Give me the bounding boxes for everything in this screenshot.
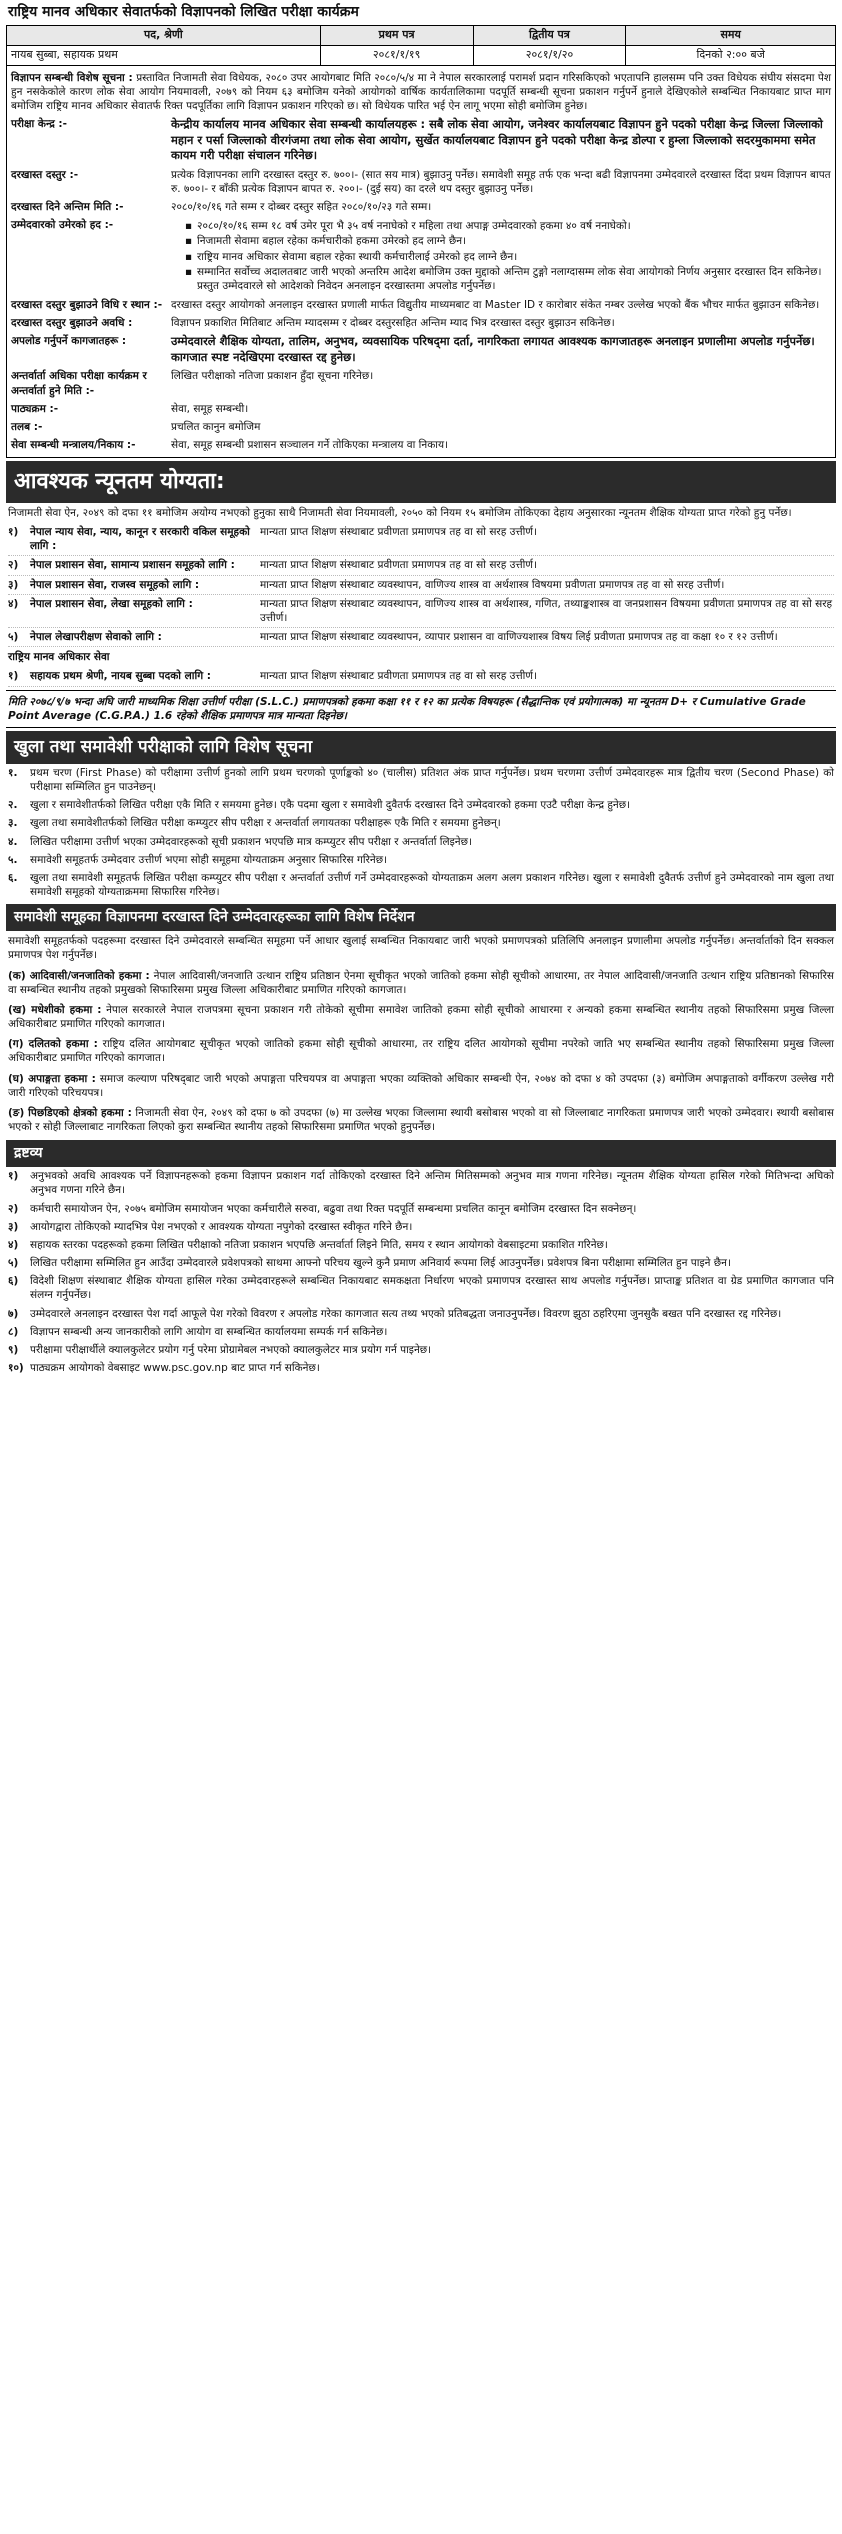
interview-schedule-label: अन्तर्वार्ता अधिका परीक्षा कार्यक्रम र अन्तर्वार्ता हुने मिति :-: [11, 370, 147, 397]
notes-list: [6, 1167, 836, 1377]
item-number: ३): [8, 578, 19, 591]
item-text: परीक्षामा परीक्षार्थीले क्यालकुलेटर प्रयोग गर्नु परेमा प्रोग्रामेबल नभएको क्यालकुलेटर मात्र प्रयोग गर्न पाइनेछ।: [30, 1343, 432, 1356]
inclusive-item: [6, 1000, 836, 1034]
inclusive-intro: समावेशी समूहतर्फको पदहरूमा दरखास्त दिने उम्मेदवारले सम्बन्धित समूहमा पर्ने आधार खुलाई सम्बन्धित निकायबाट जारी भएको प्रमाणपत्रको प्रतिलिपि अनलाइन प्रणालीमा अपलोड गर्नुपर्नेछ। अन्तर्वार्ताको दिन सक्कल प्रमाणपत्र पेश गर्नुपर्नेछ।: [8, 935, 834, 962]
item-number: ६.: [8, 871, 18, 884]
special-notice-text: प्रस्तावित निजामती सेवा विधेयक, २०८० उपर आयोगबाट मिति २०८०/५/४ मा ने नेपाल सरकारलाई परामर्श प्रदान गरिसकिएको भएतापनि हालसम्म पनि उक्त विधेयक संघीय संसदमा पेश हुन नसकेकोले कारण लोक सेवा आयोग नियमावली, २०७९ को नियम ६३ बमोजिम यनेको आयोगको वार्षिक कार्यतालिकामा पदपूर्ति सम्बन्धी सूचना प्रकाशन गर्नुपर्ने हुनाले देखिएकोले सम्बन्धित निकायबाट प्राप्त माग बमोजिम राष्ट्रिय मानव अधिकार सेवातर्फ रिक्त पदपूर्तिका लागि विज्ञापन प्रकाशन गरिएको छ। सो विधेयक पारित भई ऐन लागू भएमा सोही बमोजिम हुनेछ।: [11, 71, 831, 112]
exam-schedule-table: [6, 25, 836, 66]
item-text: विदेशी शिक्षण संस्थाबाट शैक्षिक योग्यता हासिल गरेका उम्मेदवारहरूले सम्बन्धित निकायबाट समकक्षता निर्धारण भएको प्रमाणपत्र दरखास्त साथ अपलोड गर्नुपर्नेछ। प्राप्ताङ्क प्रतिशत वा ग्रेड प्रमाणित कागजात पनि संलग्न गर्नुपर्नेछ।: [30, 1275, 834, 1302]
exam-centres: [11, 115, 831, 166]
list-item: [8, 764, 834, 796]
item-number: २): [8, 1202, 19, 1215]
schedule-post: नायब सुब्बा, सहायक प्रथम: [7, 45, 321, 65]
list-item: [8, 796, 834, 814]
inclusive-item: [6, 1034, 836, 1068]
item-text: खुला तथा समावेशीतर्फको लिखित परीक्षा कम्प्युटर सीप परीक्षा र अन्तर्वार्ता लगायतका परीक्षाहरू एकै मिति र समयमा हुनेछन्।: [30, 817, 501, 830]
salary: [11, 418, 831, 436]
last-date: [11, 198, 831, 216]
item-number: ८): [8, 1325, 19, 1338]
schedule-time: दिनको २:०० बजे: [626, 45, 836, 65]
list-item: [8, 851, 834, 869]
item-number: १.: [8, 766, 18, 779]
list-item: [8, 1254, 834, 1272]
item-number: १): [8, 1170, 19, 1183]
item-number: २): [8, 559, 19, 572]
list-item: [8, 1200, 834, 1218]
item-text: समावेशी समूहतर्फ उम्मेदवार उत्तीर्ण भएमा सोही समूहमा योग्यताक्रम अनुसार सिफारिस गरिनेछ।: [30, 853, 388, 866]
interview-schedule: [11, 367, 831, 399]
notice-box: [6, 66, 836, 459]
application-fee-text: प्रत्येक विज्ञापनका लागि दरखास्त दस्तुर रु. ७००।- (सात सय मात्र) बुझाउनु पर्नेछ। समावेशी समूह तर्फ एक भन्दा बढी विज्ञापनमा उम्मेदवारले दरखास्त दिंदा प्रथम विज्ञापन बापत रु. ७००।- र बाँकी प्रत्येक विज्ञापन बापत रु. २००।- (दुई सय) का दरले थप दस्तुर बुझाउनु पर्नेछ।: [171, 168, 831, 195]
qualification-intro: निजामती सेवा ऐन, २०४९ को दफा ११ बमोजिम अयोग्य नभएको हुनुका साथै निजामती सेवा नियमावली, २०५० को नियम १५ बमोजिम तोकिएका देहाय अनुसारका न्यूनतम शैक्षिक योग्यता प्राप्त गरेको हुनु पर्नेछ।: [8, 506, 792, 519]
item-requirement: मान्यता प्राप्त शिक्षण संस्थाबाट प्रवीणता प्रमाणपत्र तह वा सो सरह उत्तीर्ण।: [260, 670, 537, 683]
slc-note: मिति २०७८/९/७ भन्दा अघि जारी माध्यमिक शिक्षा उत्तीर्ण परीक्षा (S.L.C.) प्रमाणपत्रको हकमा कक्षा ११ र १२ का प्रत्येक विषयहरू (सैद्धान्तिक एवं प्रयोगात्मक) मा न्यूनतम D+ र Cumulative Grade Point Average (C.G.P.A.) 1.6 रहेको शैक्षिक प्रमाणपत्र मात्र मान्यता दिइनेछ।: [6, 690, 836, 728]
inclusive-item-head: (घ) अपाङ्गता हकमा :: [8, 1072, 96, 1085]
item-number: १): [8, 526, 19, 539]
item-text: प्रथम चरण (First Phase) को परीक्षामा उत्तीर्ण हुनको लागि प्रथम चरणको पूर्णाङ्कको ४० (चालीस) प्रतिशत अंक प्राप्त गर्नुपर्नेछ। प्रथम चरणमा उत्तीर्ण उम्मेदवारहरू मात्र द्वितीय चरण (Second Phase) को परीक्षामा सम्मिलित हुन पाउनेछन्।: [30, 766, 834, 794]
fee-period-text: विज्ञापन प्रकाशित मितिबाट अन्तिम म्यादसम्म र दोब्बर दस्तुरसहित अन्तिम म्याद भित्र दरखास्त दस्तुर बुझाउन सकिनेछ।: [171, 317, 615, 330]
syllabus: [11, 400, 831, 418]
qualification-heading: आवश्यक न्यूनतम योग्यता:: [6, 461, 836, 503]
item-text: खुला तथा समावेशी समूहतर्फ लिखित परीक्षा कम्प्युटर सीप परीक्षा र अन्तर्वार्ता उत्तीर्ण गर्ने उम्मेदवारहरूको योग्यताक्रम अलग अलग प्रकाशन गरिनेछ। खुला र समावेशी दुवैतर्फ उत्तीर्ण हुने उम्मेदवारको नाम खुला तथा समावेशी समूहको योग्यताक्रममा सिफारिस गरिनेछ।: [30, 871, 834, 899]
item-text: लिखित परीक्षामा उत्तीर्ण भएका उम्मेदवारहरूको सूची प्रकाशन भएपछि मात्र कम्प्युटर सीप परीक्षा र अन्तर्वार्ता लिइनेछ।: [30, 835, 472, 848]
age-limit: [11, 216, 831, 296]
item-number: ४.: [8, 835, 18, 848]
inclusive-item-head: (ङ) पिछडिएको क्षेत्रको हकमा :: [8, 1106, 132, 1119]
special-notice-label: विज्ञापन सम्बन्धी विशेष सूचना :: [11, 71, 133, 84]
schedule-col-time: समय: [626, 25, 836, 45]
list-item: [8, 1359, 834, 1377]
list-item: [8, 1305, 834, 1323]
list-item: [8, 576, 834, 595]
special-notice: [11, 69, 831, 116]
upload-documents-text: उम्मेदवारले शैक्षिक योग्यता, तालिम, अनुभव, व्यवसायिक परिषद्‌मा दर्ता, नागरिकता लगायत आवश्यक कागजातहरू अनलाइन प्रणालीमा अपलोड गर्नुपर्नेछ। कागजात स्पष्ट नदेखिएमा दरखास्त रद्द हुनेछ।: [171, 334, 815, 364]
inclusive-item-text: नेपाल आदिवासी/जनजाति उत्थान राष्ट्रिय प्रतिष्ठान ऐनमा सूचीकृत भएको जातिको हकमा सोही सूचीको आधारमा, तर नेपाल आदिवासी/जनजाति उत्थान राष्ट्रिय प्रतिष्ठानको सिफारिस वा सम्बन्धित स्थानीय तहको प्रमुखको सिफारिसमा प्रमुख जिल्ला अधिकारीबाट प्रमाणित गरिएको कागजात।: [8, 969, 834, 996]
item-number: ७): [8, 1307, 19, 1320]
list-item: ▪ २०८०/१०/१६ सम्म १८ वर्ष उमेर पूरा भै ३५ वर्ष ननाघेको र महिला तथा अपाङ्ग उम्मेदवारको हकमा ४० वर्ष ननाघेको।: [185, 219, 831, 233]
item-number: ५): [8, 631, 19, 644]
list-item: [8, 833, 834, 851]
item-text: लिखित परीक्षामा सम्मिलित हुन आउँदा उम्मेदवारले प्रवेशपत्रको साथमा आफ्नो परिचय खुल्ने कुनै प्रमाण अनिवार्य रूपमा लिई आउनुपर्नेछ। प्रवेशपत्र बिना परीक्षामा सम्मिलित हुन पाइने छैन।: [30, 1257, 731, 1270]
exam-centres-label: परीक्षा केन्द्र :-: [11, 118, 67, 131]
item-text: पाठ्यक्रम आयोगको वेबसाइट www.psc.gov.np बाट प्राप्त गर्न सकिनेछ।: [30, 1362, 320, 1375]
list-item: ▪ राष्ट्रिय मानव अधिकार सेवामा बहाल रहेका स्थायी कर्मचारीलाई उमेरको हद लाग्ने छैन।: [185, 250, 831, 264]
fee-period-label: दरखास्त दस्तुर बुझाउने अवधि :: [11, 317, 133, 330]
syllabus-text: सेवा, समूह सम्बन्धी।: [171, 402, 249, 415]
schedule-first-date: २०८१/१/१९: [320, 45, 473, 65]
inclusive-item: [6, 1069, 836, 1103]
syllabus-label: पाठ्यक्रम :-: [11, 402, 59, 415]
item-requirement: मान्यता प्राप्त शिक्षण संस्थाबाट व्यवस्थापन, वाणिज्य शास्त्र वा अर्थशास्त्र, गणित, तथ्याङ्कशास्त्र वा जनप्रशासन विषयमा प्रवीणता प्रमाणपत्र तह वा सो सरह उत्तीर्ण।: [260, 597, 833, 624]
table-row: [7, 45, 836, 65]
open-exam-list: [6, 764, 836, 901]
qualification-list: [6, 523, 836, 647]
list-item: ▪ निजामती सेवामा बहाल रहेका कर्मचारीको हकमा उमेरको हद लाग्ने छैन।: [185, 234, 831, 248]
nhrc-qualification-list: [6, 667, 836, 686]
age-limit-list: [171, 219, 831, 293]
fee-period: [11, 314, 831, 332]
service-ministry: [11, 436, 831, 454]
item-number: १): [8, 670, 19, 683]
inclusive-item-head: (क) आदिवासी/जनजातिको हकमा :: [8, 969, 150, 982]
inclusive-item: [6, 1103, 836, 1137]
fee-payment-label: दरखास्त दस्तुर बुझाउने विधि र स्थान :-: [11, 299, 163, 312]
list-item: [8, 1272, 834, 1304]
item-number: ९): [8, 1343, 19, 1356]
upload-documents-label: अपलोड गर्नुपर्ने कागजातहरू :: [11, 335, 127, 348]
item-number: ६): [8, 1275, 19, 1288]
application-fee-label: दरखास्त दस्तुर :-: [11, 168, 79, 181]
schedule-col-post: पद, श्रेणी: [7, 25, 321, 45]
list-item: ▪ सम्मानित सर्वोच्च अदालतबाट जारी भएको अन्तरिम आदेश बमोजिम उक्त मुद्दाको अन्तिम टुङ्गो नलाग्दासम्म लोक सेवा आयोगको निर्णय अनुसार दरखास्त दिन सकिनेछ। प्रस्तुत उम्मेदवारले सो आदेशको निवेदन अनलाइन दरखास्तमा अपलोड गर्नुपर्नेछ।: [185, 265, 831, 293]
service-ministry-text: सेवा, समूह सम्बन्धी प्रशासन सञ्चालन गर्ने तोकिएका मन्त्रालय वा निकाय।: [171, 439, 449, 452]
fee-payment: [11, 296, 831, 314]
application-fee: [11, 166, 831, 198]
last-date-label: दरखास्त दिने अन्तिम मिति :-: [11, 200, 124, 213]
inclusive-item-head: (ग) दलितको हकमा :: [8, 1038, 98, 1051]
inclusive-item-text: राष्ट्रिय दलित आयोगबाट सूचीकृत भएको जातिको हकमा सोही सूचीको आधारमा, तर राष्ट्रिय दलित आयोगको सूचीमा नपरेको जाति भए सम्बन्धित स्थानीय तहको सिफारिसमा प्रमुख जिल्ला अधिकारीबाट प्रमाणित गरिएको कागजात।: [8, 1038, 834, 1065]
list-item: [8, 667, 834, 686]
item-text: अनुभवको अवधि आवश्यक पर्ने विज्ञापनहरूको हकमा विज्ञापन प्रकाशन गर्दा तोकिएको दरखास्त दिने अन्तिम मितिसम्मको अनुभव मात्र गणना गरिनेछ। न्यूनतम शैक्षिक योग्यता हासिल गरेको मितिभन्दा अघिको अनुभव गणना गरिने छैन।: [30, 1170, 834, 1197]
list-item: [8, 556, 834, 575]
inclusive-item-text: समाज कल्याण परिषद्‌बाट जारी भएको अपाङ्गता परिचयपत्र वा अपाङ्गता भएका व्यक्तिको अधिकार सम्बन्धी ऐन, २०७४ को दफा ४ को उपदफा (३) बमोजिम अपाङ्गताको वर्गीकरण उल्लेख गरी जारी गरिएको परिचयपत्र।: [8, 1072, 834, 1099]
inclusive-item-head: (ख) मधेशीको हकमा :: [8, 1003, 102, 1016]
item-number: ३): [8, 1220, 19, 1233]
list-item: [8, 814, 834, 832]
list-item: [8, 523, 834, 556]
schedule-col-second-paper: द्वितीय पत्र: [473, 25, 626, 45]
item-text: खुला र समावेशीतर्फको लिखित परीक्षा एकै मिति र समयमा हुनेछ। एकै पदमा खुला र समावेशी दुवैतर्फ दरखास्त दिने उम्मेदवारको हकमा एउटै परीक्षा केन्द्र हुनेछ।: [30, 799, 631, 812]
inclusive-item-text: नेपाल सरकारले नेपाल राजपत्रमा सूचना प्रकाशन गरी तोकेको सूचीमा समावेश जातिको हकमा सोही सूचीको आधारमा र अन्यको हकमा सम्बन्धित स्थानीय तहको सिफारिसमा प्रमुख जिल्ला अधिकारीबाट प्रमाणित गरिएको कागजात।: [8, 1003, 834, 1031]
salary-label: तलब :-: [11, 420, 43, 433]
page-title: राष्ट्रिय मानव अधिकार सेवातर्फको विज्ञापनको लिखित परीक्षा कार्यक्रम: [8, 4, 359, 20]
list-item: [8, 628, 834, 647]
inclusive-item: [6, 966, 836, 1000]
interview-schedule-text: लिखित परीक्षाको नतिजा प्रकाशन हुँदा सूचना गरिनेछ।: [171, 370, 374, 383]
item-number: ५.: [8, 853, 18, 866]
list-item: [8, 1341, 834, 1359]
item-text: कर्मचारी समायोजन ऐन, २०७५ बमोजिम समायोजन भएका कर्मचारीले सरुवा, बढुवा तथा रिक्त पदपूर्ति सम्बन्धमा प्रचलित कानून बमोजिम दरखास्त दिन सक्नेछन्।: [30, 1202, 637, 1215]
inclusive-heading: समावेशी समूहका विज्ञापनमा दरखास्त दिने उम्मेदवारहरूका लागि विशेष निर्देशन: [6, 904, 836, 931]
item-requirement: मान्यता प्राप्त शिक्षण संस्थाबाट व्यवस्थापन, वाणिज्य शास्त्र वा अर्थशास्त्र विषयमा प्रवीणता प्रमाणपत्र तह वा सो सरह उत्तीर्ण।: [260, 578, 725, 591]
item-requirement: मान्यता प्राप्त शिक्षण संस्थाबाट प्रवीणता प्रमाणपत्र तह वा सो सरह उत्तीर्ण।: [260, 526, 537, 539]
list-item: [8, 595, 834, 628]
list-item: [8, 1323, 834, 1341]
item-text: आयोगद्वारा तोकिएको म्यादभित्र पेश नभएको र आवश्यक योग्यता नपुगेको दरखास्त स्वीकृत गरिने छैन।: [30, 1220, 413, 1233]
item-number: ४): [8, 597, 19, 610]
open-exam-heading: खुला तथा समावेशी परीक्षाको लागि विशेष सूचना: [6, 731, 836, 764]
item-category: नेपाल प्रशासन सेवा, सामान्य प्रशासन समूहको लागि :: [30, 559, 235, 572]
salary-text: प्रचलित कानुन बमोजिम: [171, 420, 261, 433]
item-number: २.: [8, 799, 18, 812]
item-number: १०): [8, 1362, 24, 1375]
item-number: ३.: [8, 817, 18, 830]
list-item: [8, 1218, 834, 1236]
item-text: विज्ञापन सम्बन्धी अन्य जानकारीको लागि आयोग वा सम्बन्धित कार्यालयमा सम्पर्क गर्न सकिनेछ।: [30, 1325, 388, 1338]
fee-payment-text: दरखास्त दस्तुर आयोगको अनलाइन दरखास्त प्रणाली मार्फत विद्युतीय माध्यमबाट वा Master ID र कारोबार संकेत नम्बर उल्लेख भएको बैंक भौचर मार्फत बुझाउन सकिनेछ।: [171, 299, 820, 312]
schedule-header-row: [7, 25, 836, 45]
age-limit-label: उम्मेदवारको उमेरको हद :-: [11, 219, 114, 232]
item-category: नेपाल न्याय सेवा, न्याय, कानून र सरकारी वकिल समूहको लागि :: [30, 526, 250, 553]
notes-heading: द्रष्टव्य: [6, 1140, 836, 1167]
list-item: [8, 869, 834, 901]
list-item: [8, 1167, 834, 1199]
item-requirement: मान्यता प्राप्त शिक्षण संस्थाबाट व्यवस्थापन, व्यापार प्रशासन वा वाणिज्यशास्त्र विषय लिई प्रवीणता प्रमाणपत्र तह वा कक्षा १० र १२ उत्तीर्ण।: [260, 631, 778, 644]
schedule-col-first-paper: प्रथम पत्र: [320, 25, 473, 45]
last-date-text: २०८०/१०/१६ गते सम्म र दोब्बर दस्तुर सहित २०८०/१०/२३ गते सम्म।: [171, 200, 432, 213]
item-category: नेपाल प्रशासन सेवा, लेखा समूहको लागि :: [30, 597, 193, 610]
schedule-second-date: २०८१/१/२०: [473, 45, 626, 65]
item-category: नेपाल लेखापरीक्षण सेवाको लागि :: [30, 631, 162, 644]
nhrc-service-label: राष्ट्रिय मानव अधिकार सेवा: [8, 651, 110, 664]
item-text: सहायक स्तरका पदहरूको हकमा लिखित परीक्षाको नतिजा प्रकाशन भएपछि अन्तर्वार्ता लिइने मिति, समय र स्थान आयोगको वेबसाइटमा प्रकाशित गरिनेछ।: [30, 1238, 608, 1251]
exam-centres-text: केन्द्रीय कार्यालय मानव अधिकार सेवा सम्बन्धी कार्यालयहरू : सबै लोक सेवा आयोग, जनेश्वर कार्यालयबाट विज्ञापन हुने पदको परीक्षा केन्द्र जिल्ला जिल्लाको महान र पर्सा जिल्लाको वीरगंजमा तथा लोक सेवा आयोग, सुर्खेत कार्यालयबाट विज्ञापन हुने पदको परीक्षा केन्द्र डोल्पा र हुम्ला जिल्लाको सदरमुकाममा समेत कायम गरी परीक्षा संचालन गरिनेछ।: [171, 117, 823, 163]
item-category: सहायक प्रथम श्रेणी, नायब सुब्बा पदको लागि :: [30, 670, 211, 683]
service-ministry-label: सेवा सम्बन्धी मन्त्रालय/निकाय :-: [11, 439, 136, 452]
upload-documents: [11, 332, 831, 367]
list-item: [8, 1236, 834, 1254]
item-category: नेपाल प्रशासन सेवा, राजस्व समूहको लागि :: [30, 578, 200, 591]
notice-page: [6, 0, 836, 1377]
item-requirement: मान्यता प्राप्त शिक्षण संस्थाबाट प्रवीणता प्रमाणपत्र तह वा सो सरह उत्तीर्ण।: [260, 559, 537, 572]
item-number: ५): [8, 1257, 19, 1270]
item-text: उम्मेदवारले अनलाइन दरखास्त पेश गर्दा आफूले पेश गरेको विवरण र अपलोड गरेका कागजात सत्य तथ्य भएको प्रतिबद्धता जनाउनुपर्नेछ। विवरण झुठा ठहरिएमा जुनसुकै बखत पनि दरखास्त रद्द गरिनेछ।: [30, 1307, 782, 1320]
inclusive-item-text: निजामती सेवा ऐन, २०४९ को दफा ७ को उपदफा (७) मा उल्लेख भएका जिल्लामा स्थायी बसोबास भएको वा सो जिल्लाबाट नागरिकता प्रमाणपत्र जारी भएको उम्मेदवार। स्थायी बसोबास भएको र सोही जिल्लाबाट नागरिकता लिएको कुरा सम्बन्धित स्थानीय तहको सिफारिसमा प्रमाणित भएको हुनुपर्नेछ।: [8, 1106, 835, 1134]
item-number: ४): [8, 1238, 19, 1251]
